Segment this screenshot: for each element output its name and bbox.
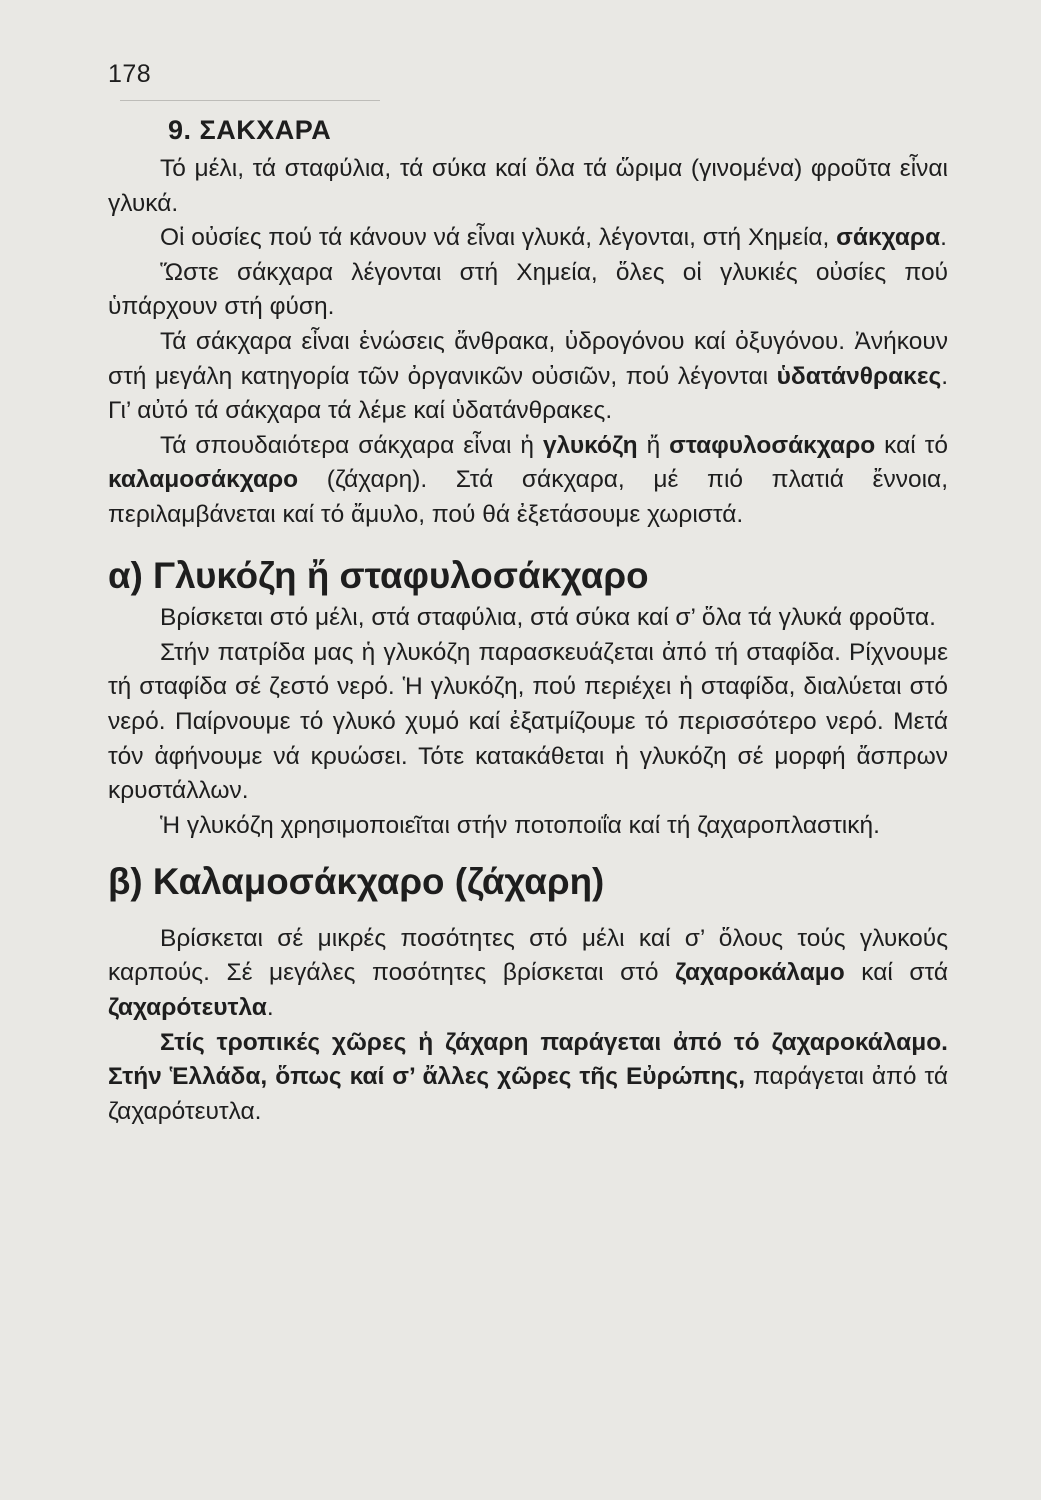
paragraph-glucose-uses: Ἡ γλυκόζη χρησιμοποιεῖται στήν ποτοποιΐα καί τή ζαχαροπλαστική. [160,811,880,839]
paragraph-definition [108,221,948,256]
text-run: καί τό [875,431,948,459]
paragraph-glucose-preparation: Στήν πατρίδα μας ἡ γλυκόζη παρασκευάζεται ἀπό τή σταφίδα. Ρίχνουμε τή σταφίδα σέ ζεστό νερό. Ἡ γλυκόζη, πού περιέχει ἡ σταφίδα, διαλύεται στό νερό. Παίρνουμε τό γλυκό χυμό καί ἐξατμίζουμε τό περισσότερο νερό. Μετά τόν ἀφήνουμε νά κρυώσει. Τότε κατακάθεται ἡ γλυκόζη σέ μορφή ἄσπρων κρυστάλλων. [108,638,948,805]
paragraph-intro: Τό μέλι, τά σταφύλια, τά σύκα καί ὅλα τά ὥριμα (γινομένα) φροῦτα εἶναι γλυκά. [108,155,948,217]
paragraph-sucrose-sources [108,922,948,1026]
text-run: Βρίσκεται σέ μικρές ποσότητες στό μέλι καί σ’ ὅλους τούς γλυκούς καρπούς. Σέ μεγάλες ποσότητες βρίσκεται στό [108,924,948,987]
term-zacharoteutla: ζαχαρότευτλα [108,994,267,1022]
text-run: . [940,224,947,252]
text-run: . Γι’ αὐτό τά σάκχαρα τά λέμε καί ὑδατάνθρακες. [108,362,948,425]
header-rule [120,100,380,101]
paragraph-sucrose-production [108,1026,948,1130]
paragraph-main-sugars [108,429,948,533]
text-run: Οἱ οὐσίες πού τά κάνουν νά εἶναι γλυκά, λέγονται, στή Χημεία, [160,224,837,252]
text-run: . [266,994,274,1022]
term-sakchara: σάκχαρα [836,224,941,252]
text-run: ἤ [637,431,670,459]
page-content [108,108,948,1129]
term-kalamosakcharo: καλαμοσάκχαρο [108,466,299,494]
term-ydatanthrakes: ὑδατάνθρακες [776,362,942,390]
text-run: (ζάχαρη). Στά σάκχαρα, μέ πιό πλατιά ἔννοια, περιλαμβάνεται καί τό ἄμυλο, πού θά ἐξετάσουμε χωριστά. [108,466,948,528]
text-run: καί στά [844,959,948,987]
text-run: παράγεται ἀπό τά ζαχαρότευτλα. [108,1063,948,1125]
term-zacharokalamo: ζαχαροκάλαμο [675,959,845,987]
paragraph-composition [108,325,948,429]
section-heading-sucrose: β) Καλαμοσάκχαρο (ζάχαρη) [108,861,605,903]
paragraph-summary: Ὥστε σάκχαρα λέγονται στή Χημεία, ὅλες οἱ γλυκιές οὐσίες πού ὑπάρχουν στή φύση. [108,258,948,321]
chapter-title: 9. ΣΑΚΧΑΡΑ [168,115,332,145]
emphasis-production: Στίς τροπικές χῶρες ἡ ζάχαρη παράγεται ἀπό τό ζαχαροκάλαμο. Στήν Ἑλλάδα, ὅπως καί σ’ ἄλλες χῶρες τῆς Εὐρώπης, [108,1028,948,1091]
text-run: Τά σάκχαρα εἶναι ἑνώσεις ἄνθρακα, ὑδρογόνου καί ὀξυγόνου. Ἀνήκουν στή μεγάλη κατηγορία τῶν ὀργανικῶν οὐσιῶν, πού λέγονται [108,327,948,390]
term-glykozi: γλυκόζη [543,431,638,459]
page-number: 178 [108,60,152,88]
section-heading-glucose: α) Γλυκόζη ἤ σταφυλοσάκχαρο [108,554,649,596]
paragraph-glucose-sources: Βρίσκεται στό μέλι, στά σταφύλια, στά σύκα καί σ’ ὅλα τά γλυκά φροῦτα. [160,604,936,632]
term-stafylosakcharo: σταφυλοσάκχαρο [669,431,876,459]
text-run: Τά σπουδαιότερα σάκχαρα εἶναι ἡ [160,431,543,459]
